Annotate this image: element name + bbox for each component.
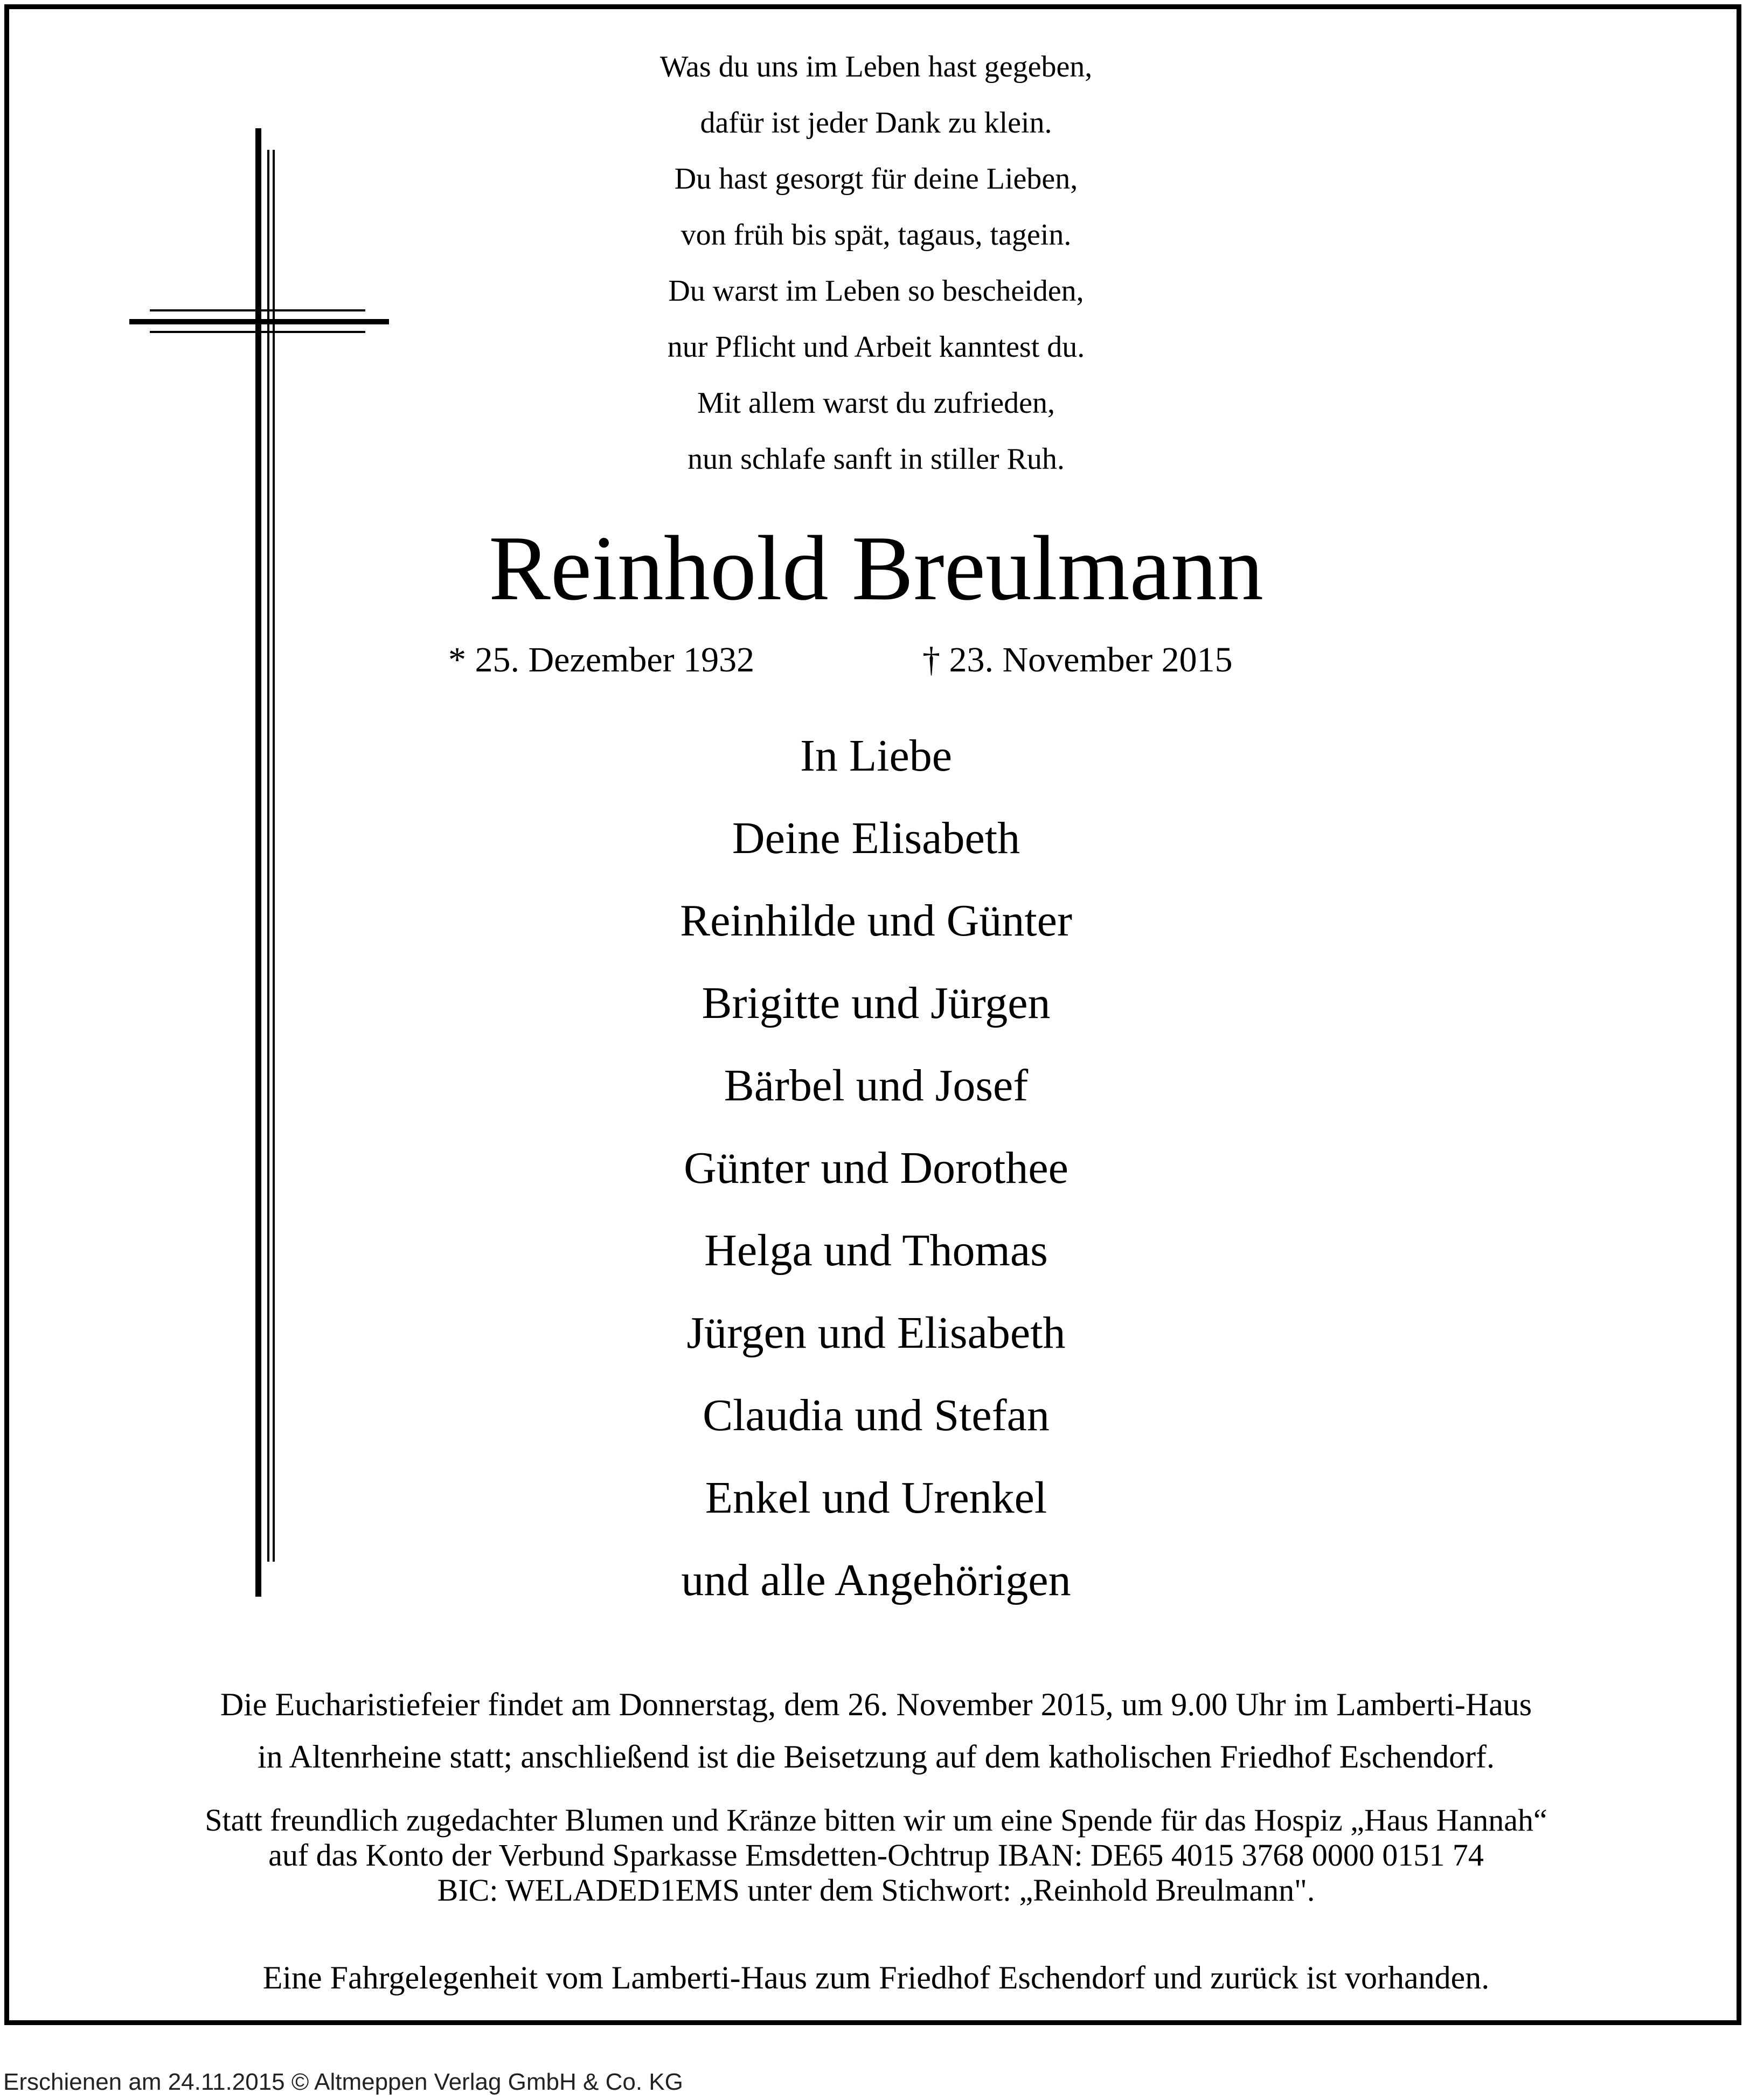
poem-line: nur Pflicht und Arbeit kanntest du.: [667, 330, 1085, 364]
donation-line: Statt freundlich zugedachter Blumen und Kränze bitten wir um eine Spende für das Hospiz „Haus Hannah“: [205, 1803, 1547, 1838]
service-line: Die Eucharistiefeier findet am Donnerstag, dem 26. November 2015, um 9.00 Uhr im Lamberti-Haus: [220, 1687, 1532, 1722]
family-line: und alle Angehörigen: [681, 1555, 1071, 1605]
family-line: Bärbel und Josef: [724, 1061, 1029, 1111]
poem-line: Mit allem warst du zufrieden,: [697, 386, 1055, 420]
family-line: Günter und Dorothee: [684, 1143, 1068, 1193]
deceased-name: Reinhold Breulmann: [489, 517, 1263, 620]
birth-date: * 25. Dezember 1932: [448, 640, 755, 680]
donation-info: [14, 1803, 1738, 1908]
family-line: Reinhilde und Günter: [680, 896, 1072, 946]
family-line: In Liebe: [800, 731, 953, 781]
family-line: Jürgen und Elisabeth: [686, 1308, 1066, 1358]
poem-line: von früh bis spät, tagaus, tagein.: [680, 218, 1072, 252]
poem: [607, 39, 1145, 487]
family-line: Enkel und Urenkel: [705, 1473, 1047, 1523]
family-line: Claudia und Stefan: [703, 1390, 1050, 1440]
poem-line: nun schlafe sanft in stiller Ruh.: [688, 442, 1065, 476]
death-date: † 23. November 2015: [922, 640, 1233, 680]
ride-info: Eine Fahrgelegenheit vom Lamberti-Haus zum Friedhof Eschendorf und zurück ist vorhanden.: [262, 1960, 1490, 1995]
publication-footer: Erschienen am 24.11.2015 © Altmeppen Verlag GmbH & Co. KG: [3, 2069, 683, 2095]
poem-line: dafür ist jeder Dank zu klein.: [700, 106, 1052, 140]
family-line: Helga und Thomas: [704, 1225, 1048, 1276]
poem-line: Was du uns im Leben hast gegeben,: [659, 50, 1093, 84]
donation-line: auf das Konto der Verbund Sparkasse Emsdetten-Ochtrup IBAN: DE65 4015 3768 0000 0151 74: [268, 1838, 1484, 1873]
family-line: Brigitte und Jürgen: [702, 978, 1051, 1028]
family-line: Deine Elisabeth: [732, 813, 1020, 863]
service-line: in Altenrheine statt; anschließend ist die Beisetzung auf dem katholischen Friedhof Eschendorf.: [257, 1739, 1495, 1775]
poem-line: Du warst im Leben so bescheiden,: [668, 274, 1084, 308]
donation-line: BIC: WELADED1EMS unter dem Stichwort: „Reinhold Breulmann".: [437, 1873, 1315, 1908]
service-info: [14, 1679, 1738, 1783]
poem-line: Du hast gesorgt für deine Lieben,: [674, 162, 1078, 196]
family-list: [499, 715, 1253, 1621]
